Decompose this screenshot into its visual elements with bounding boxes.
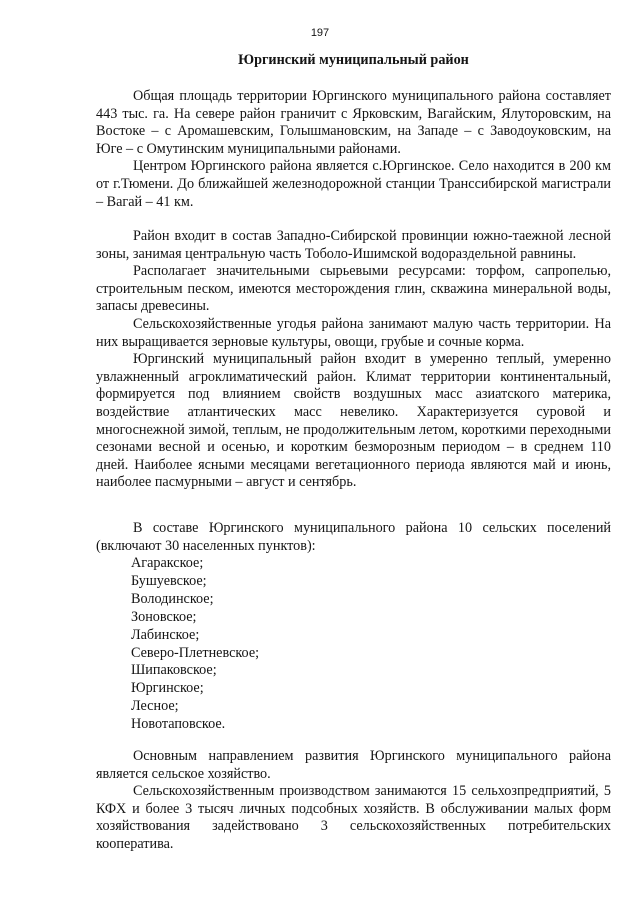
list-item: Северо-Плетневское;	[131, 644, 260, 661]
list-item: Шипаковское;	[131, 662, 217, 679]
list-item: Лабинское;	[131, 626, 200, 643]
list-item: Агаракское;	[131, 555, 204, 571]
page-number: 197	[310, 27, 330, 39]
paragraph-climate: Юргинский муниципальный район входит в умеренно теплый, умеренно увлажненный агроклиматический район. Климат территории континентальный, формируется под влиянием свойств воздушных масс азиатского материка, воздействие атлантических масс невелико. Характеризуется суровой и многоснежной зимой, теплым, не продолжительным летом, короткими переходными сезонами весной и осенью, и коротким безморозным периодом – в среднем 110 дней. Наиболее ясными месяцами вегетационного периода являются май и июнь, наиболее пасмурными – август и сентябрь.	[96, 351, 611, 491]
section-settlements-intro	[96, 520, 611, 555]
settlements-list	[131, 555, 259, 734]
list-item: Бушуевское;	[131, 572, 207, 589]
list-item: Новотаповское.	[131, 716, 226, 733]
paragraph-zone: Район входит в состав Западно-Сибирской провинции южно-таежной лесной зоны, занимая центральную часть Тоболо-Ишимской водораздельной равнины.	[96, 228, 611, 262]
list-item: Володинское;	[131, 590, 214, 607]
paragraph-settlements-intro: В составе Юргинского муниципального района 10 сельских поселений (включают 30 населенных пунктов):	[96, 520, 611, 554]
paragraph-center: Центром Юргинского района является с.Юргинское. Село находится в 200 км от г.Тюмени. До ближайшей железнодорожной станции Транссибирской магистрали – Вагай – 41 км.	[96, 158, 611, 210]
list-item: Юргинское;	[131, 680, 204, 697]
paragraph-agri-producers: Сельскохозяйственным производством занимаются 15 сельхозпредприятий, 5 КФХ и более 3 тысяч личных подсобных хозяйств. В обслуживании малых форм хозяйствования задействовано 3 сельскохозяйственных потребительских кооператива.	[96, 783, 611, 852]
page-title: Юргинский муниципальный район	[238, 52, 469, 68]
list-item: Лесное;	[131, 698, 179, 715]
list-item: Зоновское;	[131, 608, 197, 625]
section-general-info	[96, 88, 611, 211]
paragraph-agriculture-land: Сельскохозяйственные угодья района занимают малую часть территории. На них выращивается зерновые культуры, овощи, грубые и сочные корма.	[96, 315, 611, 350]
paragraph-area-borders: Общая площадь территории Юргинского муниципального района составляет 443 тыс. га. На севере район граничит с Ярковским, Вагайским, Ялуторовским, на Востоке – с Аромашевским, Голышмановским, на Западе – с Заводоуковским, на Юге – с Омутинским муниципальными районами.	[96, 88, 611, 157]
paragraph-economy-direction: Основным направлением развития Юргинского муниципального района является сельское хозяйство.	[96, 748, 611, 782]
section-economy	[96, 748, 611, 854]
paragraph-resources: Располагает значительными сырьевыми ресурсами: торфом, сапропелью, строительным песком, имеются месторождения глин, скважина минеральной воды, запасы древесины.	[96, 263, 611, 315]
section-nature	[96, 228, 611, 492]
